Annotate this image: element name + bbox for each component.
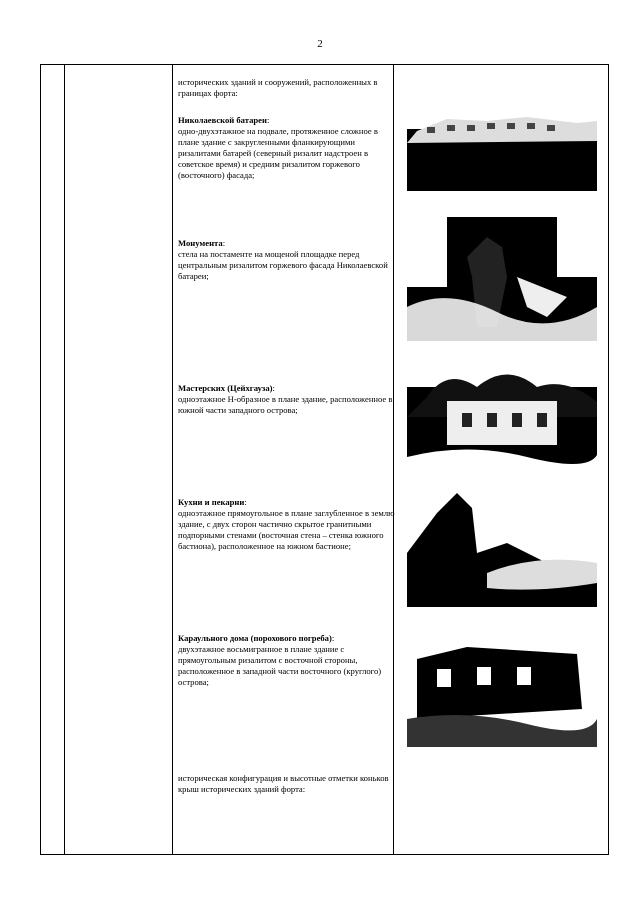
document-table	[40, 64, 609, 855]
entry-workshops: Мастерских (Цейхгауза): одноэтажное Н-образное в плане здание, расположенное в южной части западного острова;	[178, 383, 396, 416]
page-number: 2	[317, 38, 323, 50]
entry-description: двухэтажное восьмигранное в плане здание с прямоугольным ризалитом с восточной стороны, расположенное в западной части восточного (круглого) острова;	[178, 644, 382, 687]
nikolaev-battery-photo	[407, 109, 597, 191]
outro-text: историческая конфигурация и высотные отметки коньков крыш исторических зданий форта:	[178, 773, 389, 794]
entry-description: одноэтажное Н-образное в плане здание, расположенное в южной части западного острова;	[178, 394, 393, 415]
entry-title: Монумента	[178, 238, 223, 248]
workshops-photo	[407, 357, 597, 479]
entry-guardhouse: Караульного дома (порохового погреба): двухэтажное восьмигранное в плане здание с прямоугольным ризалитом с восточной стороны, расположенное в западной части восточного (круглого) острова;	[178, 633, 396, 688]
entry-title: Караульного дома (порохового погреба)	[178, 633, 332, 643]
column-divider	[64, 65, 65, 854]
column-divider	[393, 65, 394, 854]
column-divider	[172, 65, 173, 854]
entry-title: Николаевской батареи	[178, 115, 267, 125]
monument-photo	[407, 217, 597, 341]
entry-nikolaev-battery: Николаевской батареи: одно-двухэтажное на подвале, протяженное сложное в плане здание с закругленными фланкирующими ризалитами батарей (северный ризалит надстроен в советское время) и средним ризалитом горжевого (восточного) фасада;	[178, 115, 396, 181]
entry-monument: Монумента: стела на постаменте на мощеной площадке перед центральным ризалитом горжевого фасада Николаевской батареи;	[178, 238, 396, 282]
kitchen-bakery-photo	[407, 493, 597, 607]
entry-description: одно-двухэтажное на подвале, протяженное сложное в плане здание с закругленными фланкирующими ризалитами батарей (северный ризалит надстроен в советское время) и средним ризалитом горжевого (восточного) фасада;	[178, 126, 378, 180]
entry-title: Кухни и пекарни	[178, 497, 245, 507]
entry-title: Мастерских (Цейхгауза)	[178, 383, 273, 393]
entry-kitchen-bakery: Кухни и пекарни: одноэтажное прямоугольное в плане заглубленное в землю здание, с двух сторон частично скрытое гранитными подпорными стенами (восточная стена – стенка южного бастиона), расположенное на южном бастионе;	[178, 497, 395, 551]
intro-text: исторических зданий и сооружений, расположенных в границах форта:	[178, 77, 378, 98]
entry-description: одноэтажное прямоугольное в плане заглубленное в землю здание, с двух сторон частично скрытое гранитными подпорными стенами (восточная стена – стенка южного бастиона), расположенное на южном бастионе;	[178, 508, 395, 551]
guardhouse-photo	[407, 639, 597, 747]
entry-description: стела на постаменте на мощеной площадке перед центральным ризалитом горжевого фасада Николаевской батареи;	[178, 249, 388, 281]
